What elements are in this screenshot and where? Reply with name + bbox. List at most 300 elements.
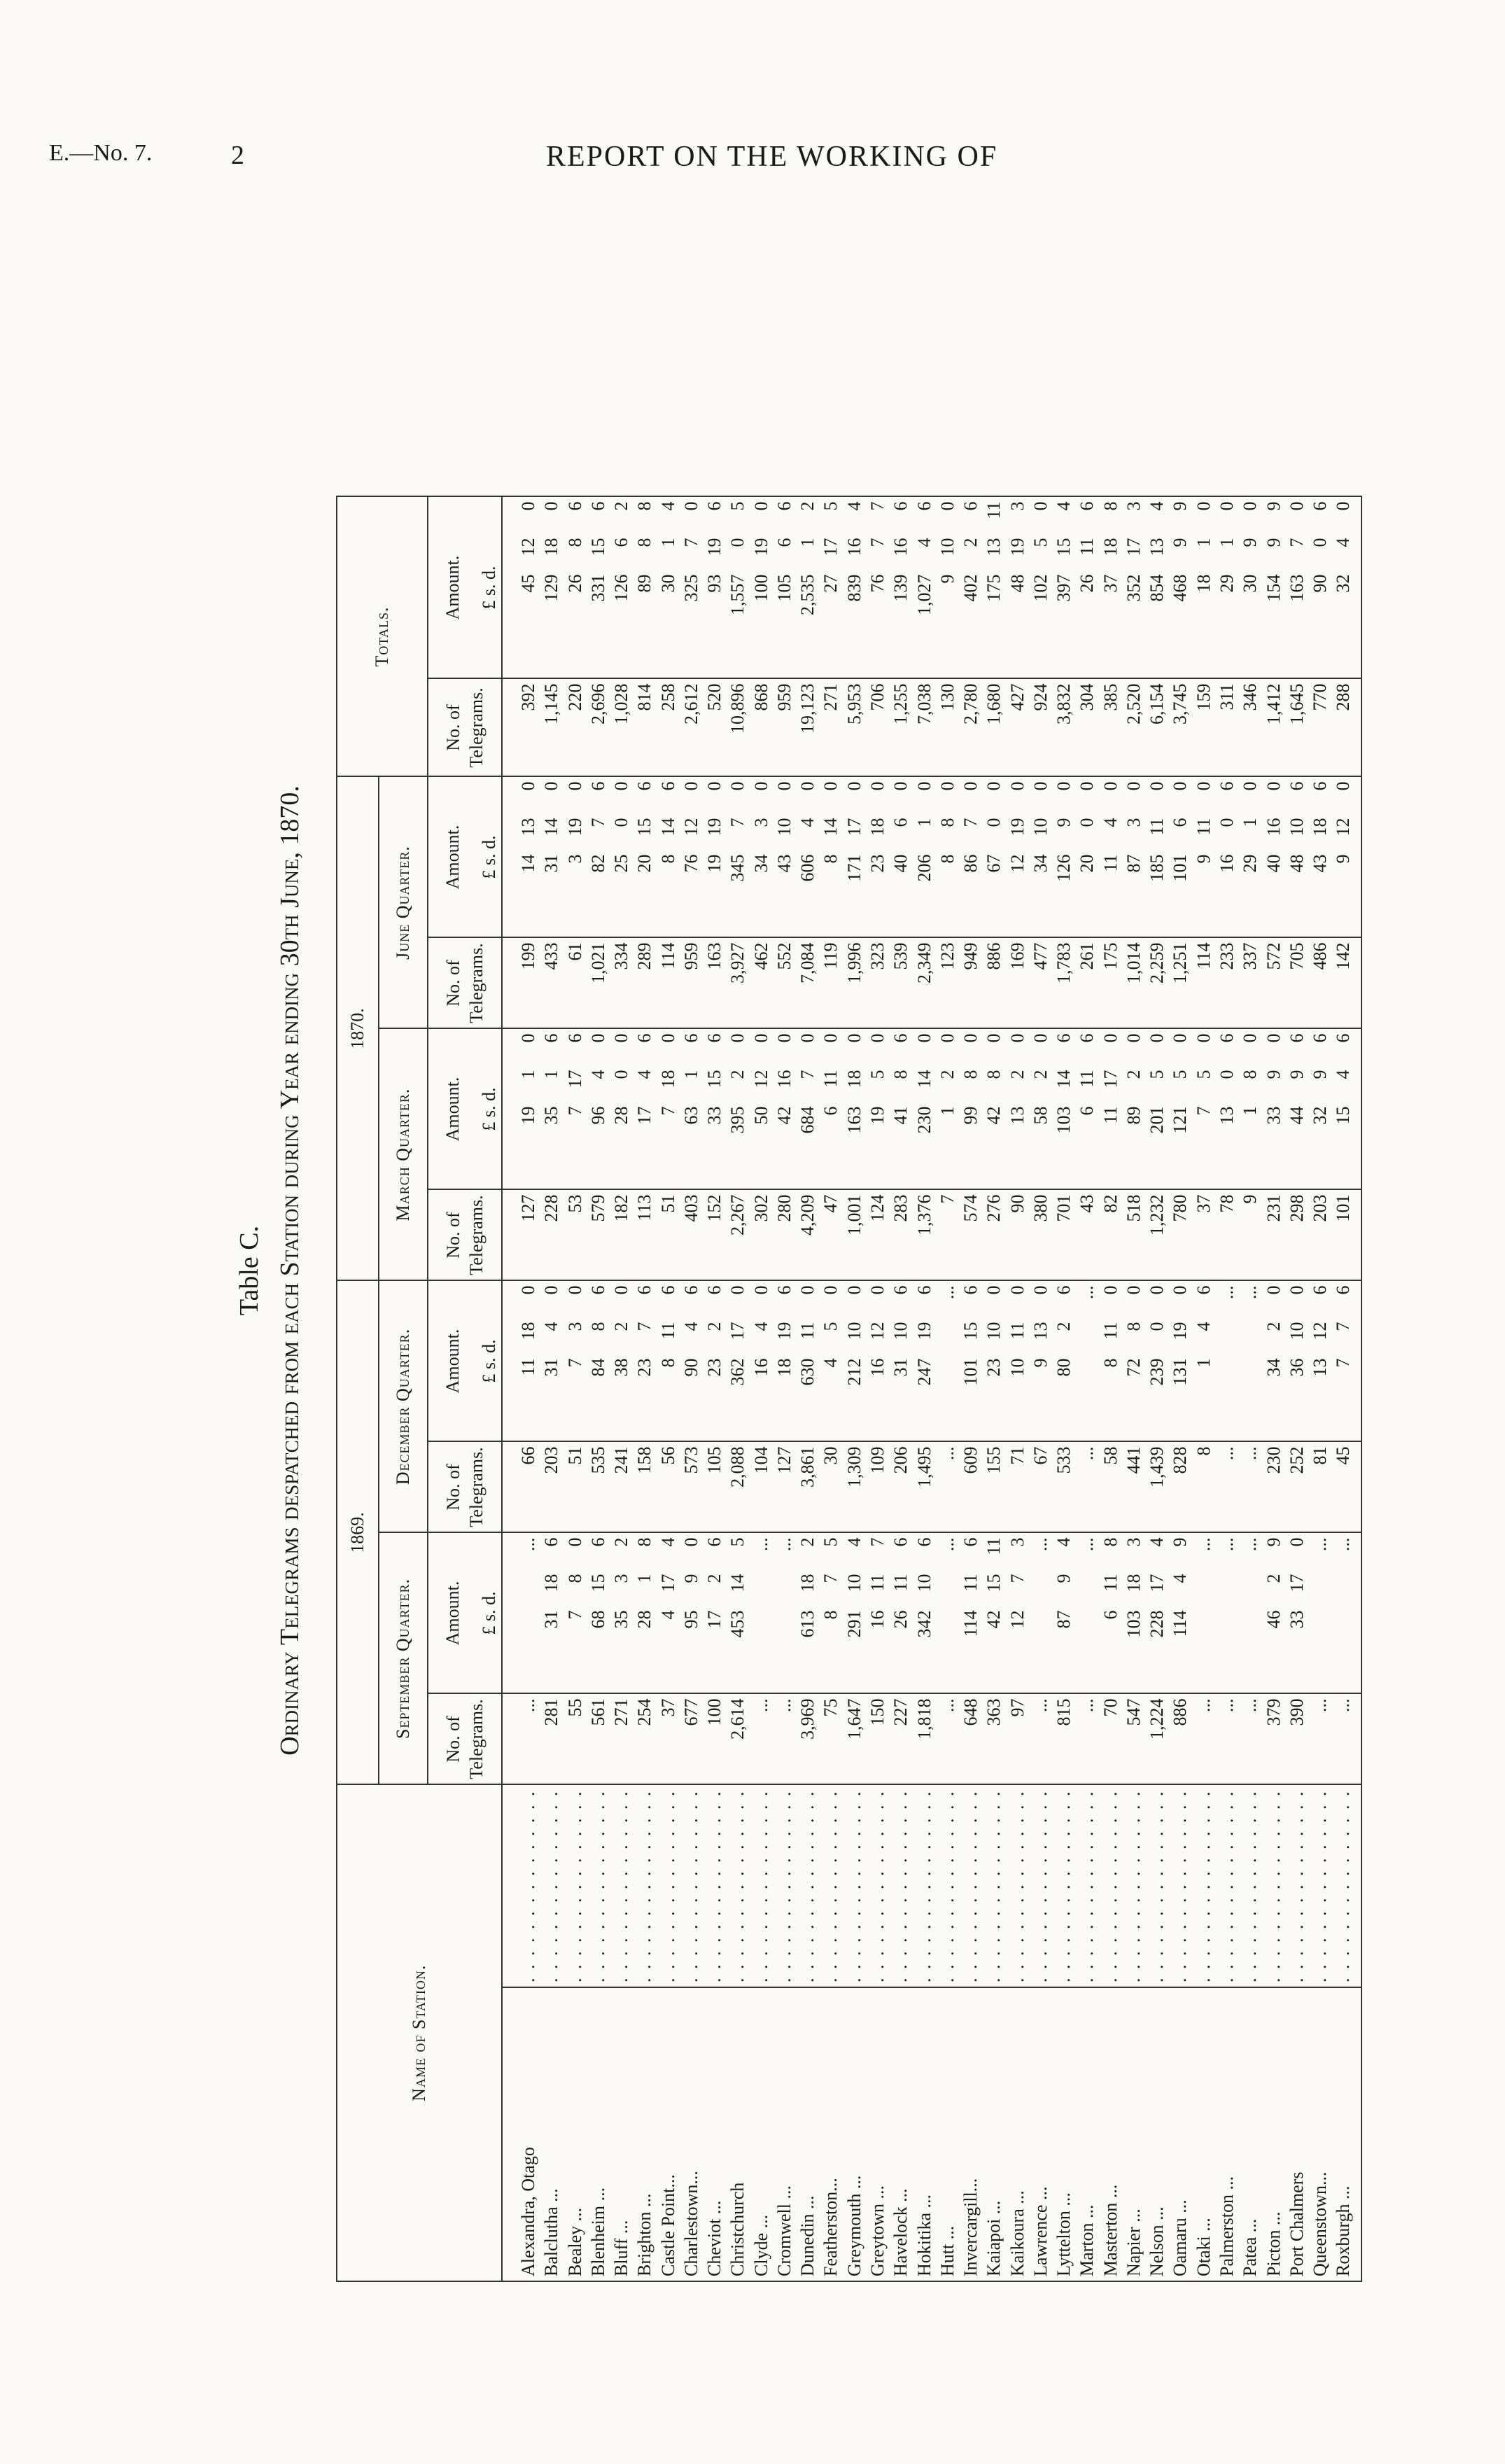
telegram-count: 258 bbox=[657, 679, 680, 777]
telegram-count: 100 bbox=[703, 1694, 726, 1785]
amount-cell: 15499 bbox=[1262, 497, 1285, 679]
telegram-count: 886 bbox=[982, 938, 1005, 1029]
amount-cell: 16120 bbox=[866, 1281, 889, 1442]
amount-cell: 180 bbox=[1238, 1029, 1261, 1190]
table-row bbox=[1145, 497, 1168, 2282]
telegram-count: 7,038 bbox=[913, 679, 936, 777]
telegram-count: 114 bbox=[657, 938, 680, 1029]
telegram-count: 5,953 bbox=[843, 679, 866, 777]
table-body bbox=[502, 497, 1362, 2282]
amount-cell: 3532 bbox=[610, 1533, 633, 1694]
amount-cell: 93196 bbox=[703, 497, 726, 679]
telegram-count: 203 bbox=[1308, 1190, 1331, 1281]
telegram-count: 486 bbox=[1308, 938, 1331, 1029]
telegram-count: 462 bbox=[750, 938, 773, 1029]
telegram-count: ... bbox=[750, 1694, 773, 1785]
amount-cell: 114116 bbox=[959, 1533, 982, 1694]
station-name: Napier ... bbox=[1122, 1987, 1145, 2281]
telegram-count: 533 bbox=[1052, 1442, 1075, 1533]
telegram-count: 261 bbox=[1075, 938, 1098, 1029]
telegram-count: 814 bbox=[633, 679, 656, 777]
amount-cell: 880 bbox=[936, 777, 959, 938]
station-name: Christchurch bbox=[726, 1987, 749, 2281]
table-row bbox=[1029, 497, 1052, 2282]
amount-cell: 120 bbox=[936, 1029, 959, 1190]
amount-cell: 39520 bbox=[726, 1029, 749, 1190]
telegram-count: 233 bbox=[1215, 938, 1238, 1029]
telegram-count: 2,267 bbox=[726, 1190, 749, 1281]
amount-cell: 171170 bbox=[843, 777, 866, 938]
amount-cell: 3420 bbox=[1262, 1281, 1285, 1442]
amount-cell: 20610 bbox=[913, 777, 936, 938]
amount-cell: 13126 bbox=[1308, 1281, 1331, 1442]
amount-cell: 7677 bbox=[866, 497, 889, 679]
telegram-count: 539 bbox=[889, 938, 912, 1029]
sub-no-telegrams: No. of Telegrams. bbox=[428, 938, 502, 1029]
telegram-count: 71 bbox=[1006, 1442, 1029, 1533]
table-row bbox=[1122, 497, 1145, 2282]
amount-cell: 185110 bbox=[1145, 777, 1168, 938]
telegram-count: 114 bbox=[1192, 938, 1215, 1029]
telegram-count: 346 bbox=[1238, 679, 1261, 777]
amount-cell: 12662 bbox=[610, 497, 633, 679]
leader-dots: . . . . . . . . . . . . . . . bbox=[564, 1785, 587, 1988]
station-name: Roxburgh ... bbox=[1331, 1987, 1361, 2281]
leader-dots: . . . . . . . . . . . . . . . bbox=[1029, 1785, 1052, 1988]
sub-amount: Amount. bbox=[428, 497, 477, 679]
amount-cell: 2910 bbox=[1215, 497, 1238, 679]
leader-dots: . . . . . . . . . . . . . . . bbox=[1331, 1785, 1361, 1988]
amount-cell: 11449 bbox=[1168, 1533, 1191, 1694]
leader-dots: . . . . . . . . . . . . . . . bbox=[1006, 1785, 1029, 1988]
station-name: Kaiapoi ... bbox=[982, 1987, 1005, 2281]
header-station: Name of Station. bbox=[337, 1785, 502, 2282]
telegram-count: 441 bbox=[1122, 1442, 1145, 1533]
header-year-1870: 1870. bbox=[337, 777, 379, 1281]
station-name: Hutt ... bbox=[936, 1987, 959, 2281]
telegram-count: 868 bbox=[750, 679, 773, 777]
amount-cell: 1140 bbox=[1099, 777, 1122, 938]
telegram-count: 3,745 bbox=[1168, 679, 1191, 777]
station-name: Queenstown... bbox=[1308, 1987, 1331, 2281]
amount-cell: 42160 bbox=[773, 1029, 796, 1190]
table-row bbox=[889, 497, 912, 2282]
leader-dots: . . . . . . . . . . . . . . . bbox=[610, 1785, 633, 1988]
telegram-count: 1,232 bbox=[1145, 1190, 1168, 1281]
telegram-count: 159 bbox=[1192, 679, 1215, 777]
telegrams-table bbox=[336, 496, 1362, 2283]
telegram-count: 271 bbox=[819, 679, 842, 777]
telegram-count: 552 bbox=[773, 938, 796, 1029]
amount-cell: 9046 bbox=[680, 1281, 703, 1442]
telegram-count: 1,680 bbox=[982, 679, 1005, 777]
amount-cell: 2326 bbox=[703, 1281, 726, 1442]
telegram-count: 2,349 bbox=[913, 938, 936, 1029]
amount-cell: 23900 bbox=[1145, 1281, 1168, 1442]
telegram-count: 477 bbox=[1029, 938, 1052, 1029]
amount-cell: 18196 bbox=[773, 1281, 796, 1442]
amount-cell: 5820 bbox=[1029, 1029, 1052, 1190]
telegram-count: 648 bbox=[959, 1694, 982, 1785]
amount-cell: ... bbox=[1238, 1533, 1261, 1694]
station-name: Picton ... bbox=[1262, 1987, 1285, 2281]
amount-cell: 4186 bbox=[889, 1029, 912, 1190]
table-row bbox=[1099, 497, 1122, 2282]
telegram-count: 283 bbox=[889, 1190, 912, 1281]
leader-dots: . . . . . . . . . . . . . . . bbox=[1075, 1785, 1098, 1988]
telegram-count: 124 bbox=[866, 1190, 889, 1281]
station-name: Port Chalmers bbox=[1285, 1987, 1308, 2281]
telegram-count: 574 bbox=[959, 1190, 982, 1281]
telegram-count: ... bbox=[1238, 1442, 1261, 1533]
amount-cell: ... bbox=[1215, 1281, 1238, 1442]
table-row bbox=[1052, 497, 1075, 2282]
station-name: Dunedin ... bbox=[796, 1987, 819, 2281]
leader-dots: . . . . . . . . . . . . . . . bbox=[502, 1785, 540, 1988]
telegram-count: 379 bbox=[1262, 1694, 1285, 1785]
amount-cell: 4174 bbox=[657, 1533, 680, 1694]
telegram-count: 311 bbox=[1215, 679, 1238, 777]
amount-cell: 45120 bbox=[502, 497, 540, 679]
telegram-count: ... bbox=[1075, 1694, 1098, 1785]
telegram-count: 949 bbox=[959, 938, 982, 1029]
amount-cell: 450 bbox=[819, 1281, 842, 1442]
amount-cell: 854134 bbox=[1145, 497, 1168, 679]
telegram-count: 579 bbox=[587, 1190, 610, 1281]
amount-cell: 3190 bbox=[564, 777, 587, 938]
amount-cell: 3014 bbox=[657, 497, 680, 679]
telegram-count: 281 bbox=[540, 1694, 563, 1785]
amount-cell: ... bbox=[1075, 1281, 1098, 1442]
telegram-count: 7,084 bbox=[796, 938, 819, 1029]
telegram-count: 1,251 bbox=[1168, 938, 1191, 1029]
telegram-count: ... bbox=[936, 1442, 959, 1533]
telegram-count: 705 bbox=[1285, 938, 1308, 1029]
amount-cell: 8276 bbox=[587, 777, 610, 938]
station-name: Bluff ... bbox=[610, 1987, 633, 2281]
amount-cell: 9006 bbox=[1308, 497, 1331, 679]
telegram-count: 677 bbox=[680, 1694, 703, 1785]
amount-cell: 3240 bbox=[1331, 497, 1361, 679]
amount-cell: 146 bbox=[1192, 1281, 1215, 1442]
telegram-count: 182 bbox=[610, 1190, 633, 1281]
telegram-count: ... bbox=[1215, 1442, 1238, 1533]
table-row bbox=[703, 497, 726, 2282]
amount-cell: 3090 bbox=[1238, 497, 1261, 679]
table-row bbox=[680, 497, 703, 2282]
amount-cell: 4629 bbox=[1262, 1533, 1285, 1694]
amount-cell: 1746 bbox=[633, 1029, 656, 1190]
telegram-count: 37 bbox=[1192, 1190, 1215, 1281]
amount-cell: ... bbox=[1308, 1533, 1331, 1694]
amount-cell: 19190 bbox=[703, 777, 726, 938]
telegram-count: 3,861 bbox=[796, 1442, 819, 1533]
sub-no-telegrams: No. of Telegrams. bbox=[428, 679, 502, 777]
telegram-count: 241 bbox=[610, 1442, 633, 1533]
telegram-count: 123 bbox=[936, 938, 959, 1029]
telegram-count: 2,259 bbox=[1145, 938, 1168, 1029]
amount-cell: 1640 bbox=[750, 1281, 773, 1442]
station-name: Hokitika ... bbox=[913, 1987, 936, 2281]
station-name: Brighton ... bbox=[633, 1987, 656, 2281]
telegram-count: 127 bbox=[773, 1442, 796, 1533]
telegram-count: 2,520 bbox=[1122, 679, 1145, 777]
amount-cell: 9130 bbox=[1029, 1281, 1052, 1442]
telegram-count: ... bbox=[502, 1694, 540, 1785]
amount-cell: 342106 bbox=[913, 1533, 936, 1694]
table-row bbox=[796, 497, 819, 2282]
amount-cell: 2800 bbox=[610, 1029, 633, 1190]
telegram-count: 150 bbox=[866, 1694, 889, 1785]
telegram-count: 289 bbox=[633, 938, 656, 1029]
sub-amount: Amount. bbox=[428, 1533, 477, 1694]
amount-cell: 34100 bbox=[1029, 777, 1052, 938]
amount-cell: ... bbox=[1331, 1533, 1361, 1694]
amount-cell: 453145 bbox=[726, 1533, 749, 1694]
table-row bbox=[1215, 497, 1238, 2282]
leader-dots: . . . . . . . . . . . . . . . bbox=[1099, 1785, 1122, 1988]
currency-units: £ s. d. bbox=[477, 1281, 502, 1442]
amount-cell: 43186 bbox=[1308, 777, 1331, 938]
amount-cell: 630110 bbox=[796, 1281, 819, 1442]
telegram-count: 163 bbox=[703, 938, 726, 1029]
amount-cell: 6110 bbox=[819, 1029, 842, 1190]
telegram-count: 1,647 bbox=[843, 1694, 866, 1785]
table-row bbox=[936, 497, 959, 2282]
amount-cell: 8794 bbox=[1052, 1533, 1075, 1694]
leader-dots: . . . . . . . . . . . . . . . bbox=[1308, 1785, 1331, 1988]
telegram-count: 51 bbox=[657, 1190, 680, 1281]
telegram-count: 51 bbox=[564, 1442, 587, 1533]
amount-cell: 8730 bbox=[1122, 777, 1145, 938]
amount-cell: 8988 bbox=[633, 497, 656, 679]
telegram-count: 280 bbox=[773, 1190, 796, 1281]
telegram-count: 609 bbox=[959, 1442, 982, 1533]
amount-cell: 230140 bbox=[913, 1029, 936, 1190]
amount-cell: 139166 bbox=[889, 497, 912, 679]
telegram-count: 2,780 bbox=[959, 679, 982, 777]
table-row bbox=[773, 497, 796, 2282]
page-number: 2 bbox=[231, 141, 244, 170]
station-name: Cheviot ... bbox=[703, 1987, 726, 2281]
amount-cell: 1910 bbox=[502, 1029, 540, 1190]
amount-cell: 37188 bbox=[1099, 497, 1122, 679]
leader-dots: . . . . . . . . . . . . . . . bbox=[680, 1785, 703, 1988]
amount-cell: 12190 bbox=[1006, 777, 1029, 938]
telegram-count: 433 bbox=[540, 938, 563, 1029]
amount-cell: 27175 bbox=[819, 497, 842, 679]
telegram-count: 61 bbox=[564, 938, 587, 1029]
amount-cell: 1273 bbox=[1006, 1533, 1029, 1694]
telegram-count: 1,439 bbox=[1145, 1442, 1168, 1533]
amount-cell: 14130 bbox=[502, 777, 540, 938]
amount-cell: 131190 bbox=[1168, 1281, 1191, 1442]
amount-cell: 48193 bbox=[1006, 497, 1029, 679]
leader-dots: . . . . . . . . . . . . . . . bbox=[936, 1785, 959, 1988]
station-name: Kaikoura ... bbox=[1006, 1987, 1029, 2281]
amount-cell: 103183 bbox=[1122, 1533, 1145, 1694]
telegram-count: 2,614 bbox=[726, 1694, 749, 1785]
telegram-count: 298 bbox=[1285, 1190, 1308, 1281]
table-row bbox=[959, 497, 982, 2282]
amount-cell: ... bbox=[1215, 1533, 1238, 1694]
amount-cell: 11180 bbox=[502, 1281, 540, 1442]
table-row bbox=[913, 497, 936, 2282]
table-row bbox=[633, 497, 656, 2282]
telegram-count: 6,154 bbox=[1145, 679, 1168, 777]
telegram-count: 142 bbox=[1331, 938, 1361, 1029]
table-row bbox=[1168, 497, 1191, 2282]
amount-cell: 8026 bbox=[1052, 1281, 1075, 1442]
telegram-count: 37 bbox=[657, 1694, 680, 1785]
telegram-count: 101 bbox=[1331, 1190, 1361, 1281]
amount-cell: ... bbox=[502, 1533, 540, 1694]
amount-cell: 163180 bbox=[843, 1029, 866, 1190]
currency-units: £ s. d. bbox=[477, 1533, 502, 1694]
telegram-count: 288 bbox=[1331, 679, 1361, 777]
telegram-count: 30 bbox=[819, 1442, 842, 1533]
telegram-count: 81 bbox=[1308, 1442, 1331, 1533]
telegram-count: 109 bbox=[866, 1442, 889, 1533]
amount-cell: 362170 bbox=[726, 1281, 749, 1442]
leader-dots: . . . . . . . . . . . . . . . bbox=[657, 1785, 680, 1988]
amount-cell: 8920 bbox=[1122, 1029, 1145, 1190]
station-name: Greymouth ... bbox=[843, 1987, 866, 2281]
telegram-count: 573 bbox=[680, 1442, 703, 1533]
amount-cell: 10250 bbox=[1029, 497, 1052, 679]
telegram-count: 1,014 bbox=[1122, 938, 1145, 1029]
table-row bbox=[610, 497, 633, 2282]
telegram-count: 959 bbox=[680, 938, 703, 1029]
telegram-count: 53 bbox=[564, 1190, 587, 1281]
header-year-1869: 1869. bbox=[337, 1281, 379, 1785]
telegram-count: 19,123 bbox=[796, 679, 819, 777]
amount-cell: 2910 bbox=[1238, 777, 1261, 938]
amount-cell: 10566 bbox=[773, 497, 796, 679]
amount-cell: 730 bbox=[564, 1281, 587, 1442]
amount-cell: 26116 bbox=[889, 1533, 912, 1694]
telegram-count: 1,028 bbox=[610, 679, 633, 777]
sub-no-telegrams: No. of Telegrams. bbox=[428, 1190, 502, 1281]
table-row bbox=[843, 497, 866, 2282]
amount-cell: 20156 bbox=[633, 777, 656, 938]
telegram-count: 334 bbox=[610, 938, 633, 1029]
amount-cell: 7280 bbox=[1122, 1281, 1145, 1442]
telegram-count: 4,209 bbox=[796, 1190, 819, 1281]
telegram-count: 7 bbox=[936, 1190, 959, 1281]
leader-dots: . . . . . . . . . . . . . . . bbox=[843, 1785, 866, 1988]
station-name: Charlestown... bbox=[680, 1987, 703, 2281]
amount-cell: 1726 bbox=[703, 1533, 726, 1694]
telegram-count: 130 bbox=[936, 679, 959, 777]
leader-dots: . . . . . . . . . . . . . . . bbox=[819, 1785, 842, 1988]
amount-cell: 8146 bbox=[657, 777, 680, 938]
amount-cell: 33170 bbox=[1285, 1533, 1308, 1694]
amount-cell: 8486 bbox=[587, 1281, 610, 1442]
amount-cell: 2686 bbox=[564, 497, 587, 679]
currency-units: £ s. d. bbox=[477, 497, 502, 679]
telegram-count: 323 bbox=[866, 938, 889, 1029]
telegram-count: 572 bbox=[1262, 938, 1285, 1029]
telegram-count: 304 bbox=[1075, 679, 1098, 777]
telegram-count: 1,645 bbox=[1285, 679, 1308, 777]
telegram-count: 959 bbox=[773, 679, 796, 777]
telegram-count: 302 bbox=[750, 1190, 773, 1281]
telegram-count: 392 bbox=[502, 679, 540, 777]
table-row bbox=[657, 497, 680, 2282]
telegram-count: 828 bbox=[1168, 1442, 1191, 1533]
amount-cell: 1546 bbox=[1331, 1029, 1361, 1190]
telegram-count: 175 bbox=[1099, 938, 1122, 1029]
telegram-count: 1,145 bbox=[540, 679, 563, 777]
amount-cell: ... bbox=[1238, 1281, 1261, 1442]
amount-cell: 421511 bbox=[982, 1533, 1005, 1694]
telegram-count: 45 bbox=[1331, 1442, 1361, 1533]
telegram-count: 43 bbox=[1075, 1190, 1098, 1281]
amount-cell: 12690 bbox=[1052, 777, 1075, 938]
amount-cell: ... bbox=[773, 1533, 796, 1694]
leader-dots: . . . . . . . . . . . . . . . bbox=[726, 1785, 749, 1988]
amount-cell: 2818 bbox=[633, 1533, 656, 1694]
station-name: Castle Point... bbox=[657, 1987, 680, 2281]
telegram-count: 231 bbox=[1262, 1190, 1285, 1281]
station-name: Greytown ... bbox=[866, 1987, 889, 2281]
table-row bbox=[726, 497, 749, 2282]
telegram-count: 104 bbox=[750, 1442, 773, 1533]
leader-dots: . . . . . . . . . . . . . . . bbox=[1262, 1785, 1285, 1988]
amount-cell: 101156 bbox=[959, 1281, 982, 1442]
leader-dots: . . . . . . . . . . . . . . . bbox=[633, 1785, 656, 1988]
station-name: Lawrence ... bbox=[1029, 1987, 1052, 2281]
telegram-count: ... bbox=[1238, 1694, 1261, 1785]
telegram-count: 70 bbox=[1099, 1694, 1122, 1785]
telegram-count: 380 bbox=[1029, 1190, 1052, 1281]
telegram-count: ... bbox=[1331, 1694, 1361, 1785]
telegram-count: 227 bbox=[889, 1694, 912, 1785]
amount-cell: 1950 bbox=[866, 1029, 889, 1190]
telegram-count: 403 bbox=[680, 1190, 703, 1281]
table-row bbox=[540, 497, 563, 2282]
telegram-count: 701 bbox=[1052, 1190, 1075, 1281]
leader-dots: . . . . . . . . . . . . . . . bbox=[1052, 1785, 1075, 1988]
header-sep-quarter: September Quarter. bbox=[379, 1533, 428, 1785]
amount-cell: ... bbox=[936, 1281, 959, 1442]
telegram-count: 2,612 bbox=[680, 679, 703, 777]
amount-cell: 40226 bbox=[959, 497, 982, 679]
sub-no-telegrams: No. of Telegrams. bbox=[428, 1694, 502, 1785]
amount-cell: 9980 bbox=[959, 1029, 982, 1190]
telegram-count: 155 bbox=[982, 1442, 1005, 1533]
telegram-count: 427 bbox=[1006, 679, 1029, 777]
amount-cell: 2,53512 bbox=[796, 497, 819, 679]
telegram-count: 706 bbox=[866, 679, 889, 777]
header-dec-quarter: December Quarter. bbox=[379, 1281, 428, 1533]
amount-cell: 2500 bbox=[610, 777, 633, 938]
table-row bbox=[1075, 497, 1098, 2282]
amount-cell: 839164 bbox=[843, 497, 866, 679]
table-row bbox=[1006, 497, 1029, 2282]
telegram-count: 1,412 bbox=[1262, 679, 1285, 777]
telegram-count: 10,896 bbox=[726, 679, 749, 777]
telegram-count: 254 bbox=[633, 1694, 656, 1785]
telegram-count: 199 bbox=[502, 938, 540, 1029]
amount-cell: 3430 bbox=[750, 777, 773, 938]
amount-cell: 31140 bbox=[540, 777, 563, 938]
station-name: Marton ... bbox=[1075, 1987, 1098, 2281]
leader-dots: . . . . . . . . . . . . . . . bbox=[913, 1785, 936, 1988]
leader-dots: . . . . . . . . . . . . . . . bbox=[796, 1785, 819, 1988]
amount-cell: 36100 bbox=[1285, 1281, 1308, 1442]
